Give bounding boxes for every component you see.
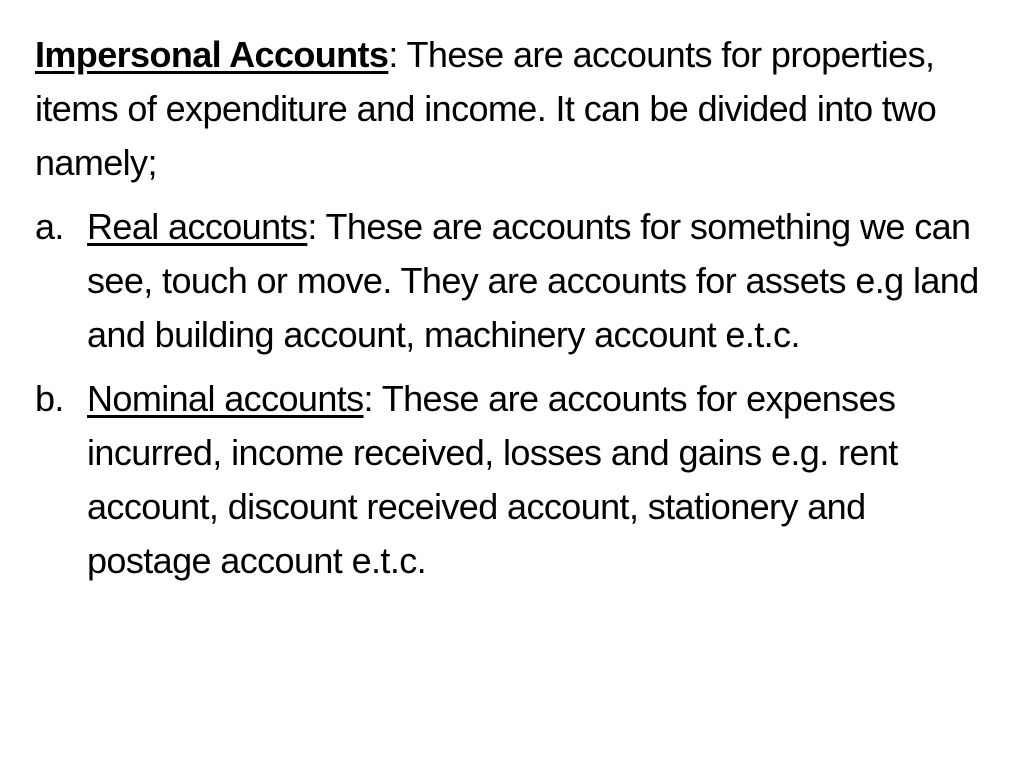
term-separator: : — [307, 206, 317, 247]
list-item-body — [87, 200, 995, 362]
account-types-list — [35, 200, 995, 588]
real-accounts-text: These are accounts for something we can see, touch or move. They are accounts for assets e.g land and building account, machinery account e.t.c. — [87, 206, 979, 355]
term-separator: : — [363, 378, 373, 419]
real-accounts-term: Real accounts — [87, 206, 308, 247]
intro-separator: : — [388, 34, 398, 75]
slide-body — [35, 28, 995, 598]
nominal-accounts-text: These are accounts for expenses incurred, income received, losses and gains e.g. rent account, discount received account, stationery and postage account e.t.c. — [87, 378, 898, 581]
list-marker: b. — [35, 378, 64, 419]
list-item-real-accounts — [35, 200, 995, 362]
list-item-body — [87, 372, 995, 588]
intro-text: These are accounts for properties, items of expenditure and income. It can be divided into two namely; — [35, 34, 937, 183]
nominal-accounts-term: Nominal accounts — [87, 378, 364, 419]
list-marker: a. — [35, 206, 64, 247]
list-item-nominal-accounts — [35, 372, 995, 588]
intro-term: Impersonal Accounts — [35, 34, 389, 75]
intro-paragraph — [35, 28, 995, 190]
